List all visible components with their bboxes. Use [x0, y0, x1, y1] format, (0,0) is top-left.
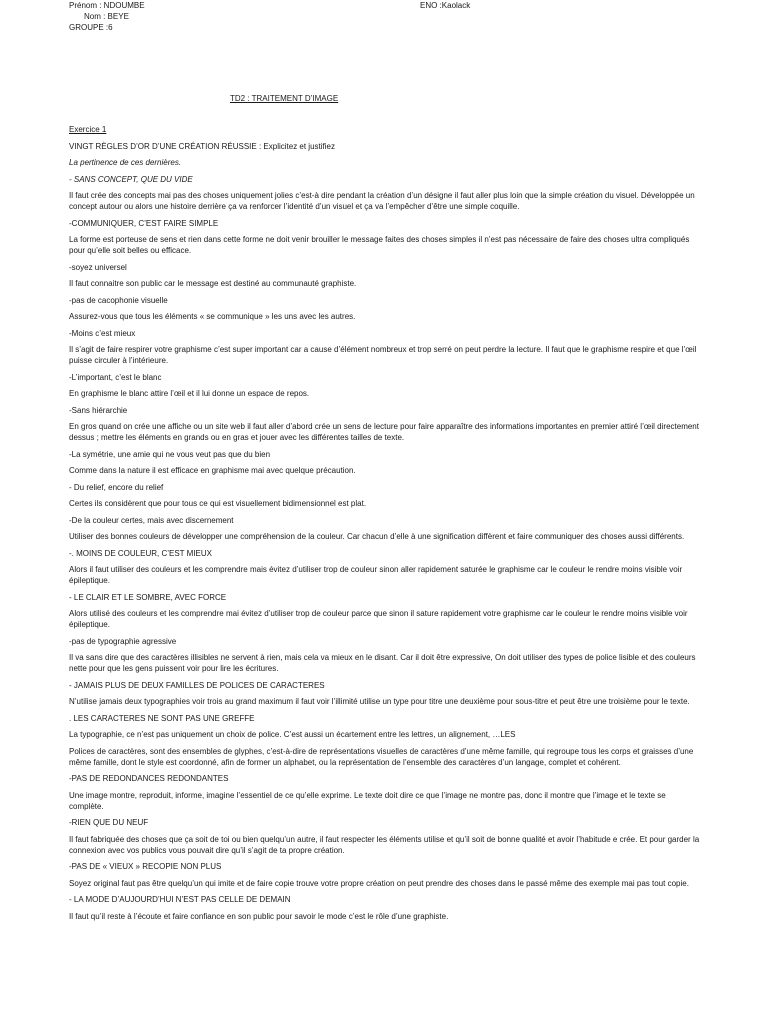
eno-location: ENO :Kaolack: [420, 1, 471, 10]
student-first-name: Prénom : NDOUMBE: [69, 1, 145, 10]
rule-explanation: Alors utilisé des couleurs et les comprendre mai évitez d’utiliser trop de couleur parce que sinon il sature rapidement votre graphisme car le couleur le rendre moins visible voir épileptique.: [69, 609, 688, 629]
rule-explanation: Soyez original faut pas être quelqu’un qui imite et de faire copie trouve votre propre création on peut prendre des choses dans le passé même des exemple mai pas tout copie.: [69, 878, 689, 888]
rule-explanation: La typographie, ce n’est pas uniquement un choix de police. C’est aussi un écartement entre les lettres, un alignement, …LES: [69, 730, 516, 739]
rule-heading: - Du relief, encore du relief: [69, 482, 164, 492]
rule-heading: -soyez universel: [69, 262, 127, 272]
rule-explanation: Alors il faut utiliser des couleurs et les comprendre mais évitez d’utiliser trop de couleur sinon aller rapidement saturée le graphisme car le couleur le rendre moins visible voir épileptique.: [69, 565, 683, 585]
rule-heading: -La symétrie, une amie qui ne vous veut pas que du bien: [69, 449, 271, 459]
rule-heading: - SANS CONCEPT, QUE DU VIDE: [69, 174, 193, 184]
rule-heading: - LE CLAIR ET LE SOMBRE, AVEC FORCE: [69, 592, 227, 602]
rule-explanation: Assurez-vous que tous les éléments « se communique » les uns avec les autres.: [69, 312, 356, 321]
rule-explanation: Il va sans dire que des caractères illisibles ne servent à rien, mais cela va mieux en le disant. Car il doit être expressive, On doit utiliser des types de police lisible et des couleurs nette pour que les gens puissent voir pour lire les écritures.: [69, 653, 696, 673]
rule-heading: -pas de cacophonie visuelle: [69, 295, 168, 305]
rule-explanation: La forme est porteuse de sens et rien dans cette forme ne doit venir brouiller le message faites des choses simples il n’est pas nécessaire de faire des choses ultra compliqués pour qu’elle soit belles ou efficace.: [69, 235, 690, 255]
rule-heading: -RIEN QUE DU NEUF: [69, 818, 149, 827]
rule-explanation: Il faut connaitre son public car le message est destiné au communauté graphiste.: [69, 279, 357, 288]
rule-heading: - JAMAIS PLUS DE DEUX FAMILLES DE POLICES DE CARACTERES: [69, 680, 325, 690]
question-subtitle: La pertinence de ces dernières.: [69, 158, 182, 167]
rule-explanation: Polices de caractères, sont des ensembles de glyphes, c’est-à-dire de représentations visuelles de caractères d’une même famille, qui regroupe tous les corps et graisses d’une même famille, dont le style est coordonné, afin de former un alphabet, ou la représentation de l’ensemble des caractères d’un langage, complet et cohérent.: [69, 746, 694, 767]
rule-heading: - LA MODE D’AUJOURD’HUI N’EST PAS CELLE DE DEMAIN: [69, 895, 291, 904]
rule-explanation: Il faut qu’il reste à l’écoute et faire confiance en son public pour savoir le mode c’est le rôle d’une graphiste.: [69, 911, 449, 921]
exercise-heading: Exercice 1: [69, 125, 107, 134]
student-group: GROUPE :6: [69, 23, 113, 32]
rule-heading: -pas de typographie agressive: [69, 636, 177, 646]
rule-explanation: En graphisme le blanc attire l’œil et il lui donne un espace de repos.: [69, 389, 310, 398]
rule-heading: . LES CARACTERES NE SONT PAS UNE GREFFE: [69, 713, 255, 723]
rule-explanation: Il faut crée des concepts mai pas des choses uniquement jolies c’est-à dire pendant la création d’un désigne il faut aller plus loin que la simple création du visuel. Développée un concept autour ou alors une histoire derrière ça va renforcer l’identité d’un visuel et ça va l’empêcher d’être une simple coquille.: [69, 191, 695, 211]
rule-explanation: Il s’agit de faire respirer votre graphisme c’est super important car a cause d’élément nombreux et trop serré on peut perdre la lecture. Il faut que le graphisme respire et que l’œil puisse circuler à l’intérieure.: [69, 345, 697, 365]
rule-explanation: Il faut fabriquée des choses que ça soit de toi ou bien quelqu’un autre, il faut respecter les éléments utilise et qu’il soit de bonne qualité et avoir l’habitude e crée. Et pour garder la connexion avec vos publics vous pouvait dire qu’il s’agit de ta propre création.: [69, 834, 700, 855]
rule-heading: -COMMUNIQUER, C’EST FAIRE SIMPLE: [69, 218, 219, 228]
rule-heading: -De la couleur certes, mais avec discernement: [69, 515, 234, 525]
rule-explanation: Une image montre, reproduit, informe, imagine l’essentiel de ce qu’elle exprime. Le texte doit dire ce que l’image ne montre pas, donc il montre que l’image et le texte se complète.: [69, 790, 666, 811]
question-heading: VINGT RÈGLES D’OR D’UNE CRÉATION RÉUSSIE : Explicitez et justifiez: [69, 141, 335, 151]
rule-heading: -. MOINS DE COULEUR, C’EST MIEUX: [69, 548, 212, 558]
rule-heading: -L’important, c’est le blanc: [69, 372, 162, 382]
rule-heading: -PAS DE REDONDANCES REDONDANTES: [69, 774, 229, 783]
rule-explanation: Certes ils considèrent que pour tous ce qui est visuellement bidimensionnel est plat.: [69, 499, 367, 508]
page-title: TD2 : TRAITEMENT D’IMAGE: [230, 94, 339, 103]
document-body: [69, 124, 701, 927]
rule-heading: -PAS DE « VIEUX » RECOPIE NON PLUS: [69, 862, 222, 871]
rule-heading: -Moins c’est mieux: [69, 328, 136, 338]
rule-explanation: N’utilise jamais deux typographies voir trois au grand maximum il faut voir l’illimité utilise un type pour titre une deuxième pour sous-titre et peut être une troisième pour le texte.: [69, 697, 690, 706]
rule-heading: -Sans hiérarchie: [69, 405, 128, 415]
rule-explanation: Comme dans la nature il est efficace en graphisme mai avec quelque précaution.: [69, 466, 356, 475]
student-last-name: Nom : BEYE: [84, 12, 129, 21]
rule-explanation: Utiliser des bonnes couleurs de développer une compréhension de la couleur. Car chacun d’elle à une signification diffèrent et faire communiquer des choses aussi différents.: [69, 532, 685, 541]
rule-explanation: En gros quand on crée une affiche ou un site web il faut aller d’abord crée un sens de lecture pour faire apparaître des informations importantes en premier attiré l’œil directement dessus ; mettre les éléments en grands ou en gras et jouer avec les différentes tailles de texte.: [69, 422, 699, 442]
